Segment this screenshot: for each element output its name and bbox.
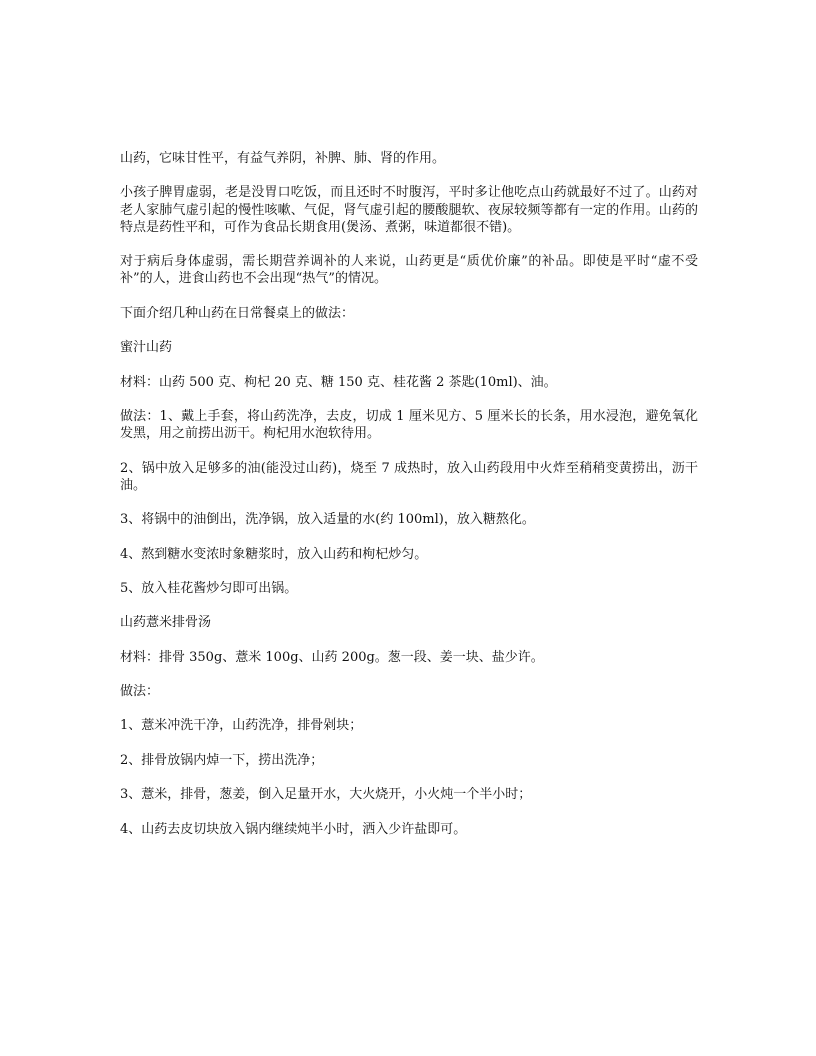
intro-paragraph: 山药，它味甘性平，有益气养阴，补脾、肺、肾的作用。 bbox=[120, 151, 446, 166]
recipe-step: 2、排骨放锅内焯一下，捞出洗净； bbox=[120, 752, 324, 768]
recipe-step: 3、薏米，排骨，葱姜，倒入足量开水，大火烧开，小火炖一个半小时； bbox=[120, 787, 532, 803]
recipe-honey-yam bbox=[120, 339, 698, 597]
document-page bbox=[120, 150, 698, 855]
recipe-ingredients: 材料：山药 500 克、枸杞 20 克、糖 150 克、桂花酱 2 茶匙(10ml)、油。 bbox=[120, 374, 557, 390]
recipe-step: 做法：1、戴上手套，将山药洗净，去皮，切成 1 厘米见方、5 厘米长的长条，用水浸泡，避免氧化发黑，用之前捞出沥干。枸杞用水泡软待用。 bbox=[120, 408, 698, 442]
tonic-paragraph: 对于病后身体虚弱，需长期营养调补的人来说，山药更是“质优价廉”的补品。即使是平时“虚不受补”的人，进食山药也不会出现“热气”的情况。 bbox=[120, 254, 698, 287]
recipe-step: 4、山药去皮切块放入锅内继续炖半小时，洒入少许盐即可。 bbox=[120, 821, 467, 837]
recipe-step: 1、薏米冲洗干净，山药洗净，排骨剁块； bbox=[120, 718, 363, 734]
recipe-method-label: 做法： bbox=[120, 684, 160, 700]
recipe-step: 2、锅中放入足够多的油(能没过山药)，烧至 7 成热时，放入山药段用中火炸至稍稍变黄捞出，沥干油。 bbox=[120, 460, 698, 493]
recipe-title: 山药薏米排骨汤 bbox=[120, 615, 212, 631]
recipe-step: 4、熬到糖水变浓时象糖浆时，放入山药和枸杞炒匀。 bbox=[120, 546, 428, 562]
recipe-step: 5、放入桂花酱炒匀即可出锅。 bbox=[120, 580, 298, 596]
recipes-intro: 下面介绍几种山药在日常餐桌上的做法： bbox=[120, 305, 355, 321]
recipe-ingredients: 材料：排骨 350g、薏米 100g、山药 200g。葱一段、姜一块、盐少许。 bbox=[120, 649, 544, 665]
benefits-paragraph: 小孩子脾胃虚弱，老是没胃口吃饭，而且还时不时腹泻，平时多让他吃点山药就最好不过了。山药对老人家肺气虚引起的慢性咳嗽、气促，肾气虚引起的腰酸腿软、夜尿较频等都有一定的作用。山药的特点是药性平和，可作为食品长期食用(煲汤、煮粥，味道都很不错)。 bbox=[120, 185, 698, 235]
recipe-title: 蜜汁山药 bbox=[120, 340, 173, 356]
recipe-step: 3、将锅中的油倒出，洗净锅，放入适量的水(约 100ml)，放入糖熬化。 bbox=[120, 512, 535, 528]
recipe-yam-barley-rib-soup bbox=[120, 614, 698, 838]
